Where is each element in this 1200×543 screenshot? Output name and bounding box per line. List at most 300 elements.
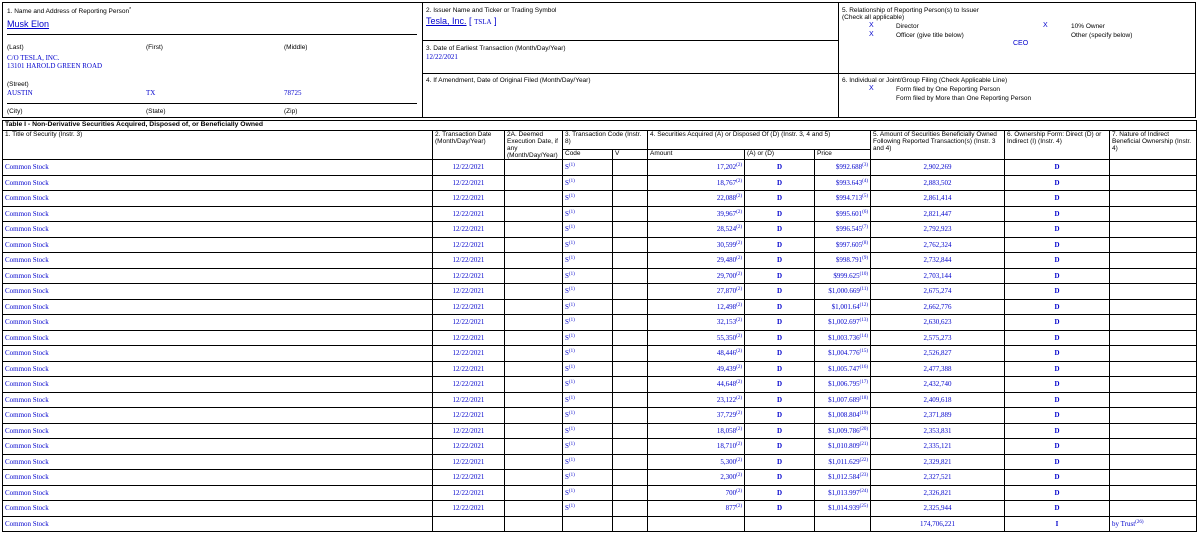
deemed-date xyxy=(505,346,563,362)
acquired-disposed: D xyxy=(745,501,815,517)
footnote-ref[interactable]: (2) xyxy=(736,271,742,277)
transaction-code: $S^{(1)}$ xyxy=(563,408,613,424)
amount: 2,300$^{(2)}$ xyxy=(648,470,745,486)
footnote-ref[interactable]: (4) xyxy=(862,178,868,184)
v-flag xyxy=(613,284,648,300)
transaction-date: 12/22/2021 xyxy=(433,361,505,377)
v-flag xyxy=(613,160,648,176)
col-securities-header: 4. Securities Acquired (A) or Disposed Of (D) (Instr. 3, 4 and 5) xyxy=(648,131,871,150)
transaction-code xyxy=(563,516,613,532)
v-flag xyxy=(613,206,648,222)
amount: 28,524$^{(2)}$ xyxy=(648,222,745,238)
footnote-ref[interactable]: (15) xyxy=(859,349,868,355)
footnote-ref[interactable]: (1) xyxy=(568,457,575,463)
v-flag xyxy=(613,222,648,238)
transaction-date: 12/22/2021 xyxy=(433,315,505,331)
amount-owned: 2,575,273 xyxy=(871,330,1005,346)
transaction-code: $S^{(1)}$ xyxy=(563,222,613,238)
footnote-ref[interactable]: (1) xyxy=(568,256,575,262)
acquired-disposed: D xyxy=(745,299,815,315)
price: $1,007.689$^{(18)}$ xyxy=(815,392,871,408)
amount-owned: 2,477,388 xyxy=(871,361,1005,377)
security-title: Common Stock xyxy=(3,470,433,486)
footnote-ref[interactable]: (1) xyxy=(568,473,575,479)
acquired-disposed: D xyxy=(745,315,815,331)
table-row xyxy=(3,160,1197,176)
amount: 29,480$^{(2)}$ xyxy=(648,253,745,269)
one-person-label: Form filed by One Reporting Person xyxy=(896,86,1001,93)
table-row xyxy=(3,439,1197,455)
ownership-form: D xyxy=(1005,191,1110,207)
security-title: Common Stock xyxy=(3,191,433,207)
amount-owned: 2,732,844 xyxy=(871,253,1005,269)
ten-pct-check[interactable]: X xyxy=(1043,22,1048,29)
transaction-date: 12/22/2021 xyxy=(433,485,505,501)
transaction-code: $S^{(1)}$ xyxy=(563,237,613,253)
footnote-ref[interactable]: (17) xyxy=(859,380,868,386)
v-flag xyxy=(613,299,648,315)
issuer-line: Tesla, Inc. [ TSLA ] xyxy=(426,16,497,26)
price: $1,013.997$^{(24)}$ xyxy=(815,485,871,501)
footnote-ref[interactable]: (1) xyxy=(568,287,575,293)
col-code-header: 3. Transaction Code (Instr. 8) xyxy=(563,131,648,150)
footnote-ref[interactable]: (1) xyxy=(568,504,575,510)
price: $1,003.736$^{(14)}$ xyxy=(815,330,871,346)
footnote-ref[interactable]: (2) xyxy=(736,364,742,370)
acquired-disposed: D xyxy=(745,284,815,300)
nature-of-ownership xyxy=(1110,470,1197,486)
footnote-ref[interactable]: (25) xyxy=(859,504,868,510)
v-flag xyxy=(613,175,648,191)
deemed-date xyxy=(505,206,563,222)
table-row xyxy=(3,330,1197,346)
ownership-form: D xyxy=(1005,222,1110,238)
street-label: (Street) xyxy=(7,81,29,88)
multi-person-label: Form filed by More than One Reporting Person xyxy=(896,95,1032,102)
table-row xyxy=(3,454,1197,470)
amount-owned: 2,675,274 xyxy=(871,284,1005,300)
ownership-form: D xyxy=(1005,346,1110,362)
v-flag xyxy=(613,485,648,501)
price: $992.688$^{(3)}$ xyxy=(815,160,871,176)
v-flag xyxy=(613,516,648,532)
last-label: (Last) xyxy=(7,44,24,51)
footnote-ref[interactable]: (2) xyxy=(736,488,742,494)
footnote-ref[interactable]: (2) xyxy=(736,318,742,324)
amount-owned: 2,325,944 xyxy=(871,501,1005,517)
security-title: Common Stock xyxy=(3,439,433,455)
middle-label: (Middle) xyxy=(284,44,308,51)
nature-of-ownership xyxy=(1110,175,1197,191)
nature-of-ownership xyxy=(1110,315,1197,331)
ticker-symbol: TSLA xyxy=(474,18,492,26)
table-row xyxy=(3,299,1197,315)
amount: 44,648$^{(2)}$ xyxy=(648,377,745,393)
amount-owned: 2,353,831 xyxy=(871,423,1005,439)
ownership-form: D xyxy=(1005,315,1110,331)
deemed-date xyxy=(505,315,563,331)
security-title: Common Stock xyxy=(3,206,433,222)
footnote-ref[interactable]: (2) xyxy=(736,287,742,293)
amount: 18,710$^{(2)}$ xyxy=(648,439,745,455)
price: $1,002.697$^{(13)}$ xyxy=(815,315,871,331)
footnote-ref[interactable]: (26) xyxy=(1135,519,1144,525)
table-row xyxy=(3,485,1197,501)
transaction-code: $S^{(1)}$ xyxy=(563,315,613,331)
v-flag xyxy=(613,377,648,393)
footnote-ref[interactable]: (2) xyxy=(736,333,742,339)
ownership-form: D xyxy=(1005,485,1110,501)
footnote-ref[interactable]: (2) xyxy=(736,194,742,200)
price: $995.601$^{(6)}$ xyxy=(815,206,871,222)
reporting-person-link[interactable]: Musk Elon xyxy=(7,19,50,29)
security-title: Common Stock xyxy=(3,454,433,470)
deemed-date xyxy=(505,268,563,284)
acquired-disposed: D xyxy=(745,361,815,377)
transaction-date xyxy=(433,516,505,532)
earliest-date: 12/22/2021 xyxy=(426,53,458,61)
footnote-ref[interactable]: (24) xyxy=(859,488,868,494)
footnote-ref[interactable]: (1) xyxy=(568,178,575,184)
transaction-date: 12/22/2021 xyxy=(433,160,505,176)
table-row xyxy=(3,284,1197,300)
footnote-ref[interactable]: (1) xyxy=(568,395,575,401)
v-flag xyxy=(613,268,648,284)
ownership-form: D xyxy=(1005,361,1110,377)
nature-of-ownership xyxy=(1110,206,1197,222)
footnote-ref[interactable]: (9) xyxy=(862,256,868,262)
table-row xyxy=(3,501,1197,517)
ownership-form: D xyxy=(1005,160,1110,176)
footnote-ref[interactable]: (2) xyxy=(736,209,742,215)
ownership-form: D xyxy=(1005,175,1110,191)
state-label: (State) xyxy=(146,108,166,115)
transaction-date: 12/22/2021 xyxy=(433,439,505,455)
ad-subheader: (A) or (D) xyxy=(745,149,815,159)
col-title-header: 1. Title of Security (Instr. 3) xyxy=(3,131,433,160)
price: $1,005.747$^{(16)}$ xyxy=(815,361,871,377)
transaction-code: $S^{(1)}$ xyxy=(563,392,613,408)
security-title: Common Stock xyxy=(3,222,433,238)
security-title: Common Stock xyxy=(3,346,433,362)
footnote-ref[interactable]: (22) xyxy=(859,457,868,463)
amount-owned: 2,371,889 xyxy=(871,408,1005,424)
zip-label: (Zip) xyxy=(284,108,298,115)
acquired-disposed: D xyxy=(745,268,815,284)
transaction-code: $S^{(1)}$ xyxy=(563,454,613,470)
deemed-date xyxy=(505,454,563,470)
price: $997.605$^{(8)}$ xyxy=(815,237,871,253)
box5-sublabel: (Check all applicable) xyxy=(842,14,905,21)
footnote-ref[interactable]: (1) xyxy=(568,349,575,355)
ownership-form: D xyxy=(1005,268,1110,284)
col-owned-header: 5. Amount of Securities Beneficially Owned Following Reported Transaction(s) (Instr. 3 and 4) xyxy=(871,131,1005,160)
amount-owned: 2,883,502 xyxy=(871,175,1005,191)
transaction-code: $S^{(1)}$ xyxy=(563,175,613,191)
amount-owned: 2,762,324 xyxy=(871,237,1005,253)
amount-owned: 174,706,221 xyxy=(871,516,1005,532)
footnote-ref[interactable]: (21) xyxy=(859,442,868,448)
ten-pct-label: 10% Owner xyxy=(1071,23,1105,30)
footnote-ref[interactable]: (1) xyxy=(568,209,575,215)
footnote-ref[interactable]: (2) xyxy=(736,225,742,231)
ownership-form: D xyxy=(1005,377,1110,393)
transaction-code: $S^{(1)}$ xyxy=(563,284,613,300)
nature-of-ownership xyxy=(1110,501,1197,517)
footnote-ref[interactable]: (2) xyxy=(736,240,742,246)
deemed-date xyxy=(505,377,563,393)
deemed-date xyxy=(505,516,563,532)
ownership-form: D xyxy=(1005,284,1110,300)
acquired-disposed xyxy=(745,516,815,532)
footnote-ref[interactable]: (1) xyxy=(568,442,575,448)
footnote-ref[interactable]: (1) xyxy=(568,488,575,494)
ownership-form: D xyxy=(1005,392,1110,408)
footnote-ref[interactable]: (19) xyxy=(859,411,868,417)
footnote-ref[interactable]: (7) xyxy=(862,225,868,231)
deemed-date xyxy=(505,284,563,300)
ownership-form: D xyxy=(1005,253,1110,269)
acquired-disposed: D xyxy=(745,408,815,424)
acquired-disposed: D xyxy=(745,485,815,501)
box6-label: 6. Individual or Joint/Group Filing (Check Applicable Line) xyxy=(842,77,1008,84)
amount: 18,058$^{(2)}$ xyxy=(648,423,745,439)
amount-owned: 2,902,269 xyxy=(871,160,1005,176)
footnote-ref[interactable]: (2) xyxy=(736,349,742,355)
transaction-date: 12/22/2021 xyxy=(433,454,505,470)
acquired-disposed: D xyxy=(745,222,815,238)
v-flag xyxy=(613,237,648,253)
transaction-code: $S^{(1)}$ xyxy=(563,299,613,315)
acquired-disposed: D xyxy=(745,392,815,408)
issuer-name-link[interactable]: Tesla, Inc. xyxy=(426,16,467,26)
price: $1,012.584$^{(23)}$ xyxy=(815,470,871,486)
amount: 5,300$^{(2)}$ xyxy=(648,454,745,470)
footnote-ref[interactable]: (13) xyxy=(859,318,868,324)
amount: 37,729$^{(2)}$ xyxy=(648,408,745,424)
table-row xyxy=(3,237,1197,253)
table-row xyxy=(3,175,1197,191)
deemed-date xyxy=(505,361,563,377)
footnote-ref[interactable]: (2) xyxy=(736,411,742,417)
footnote-ref[interactable]: (1) xyxy=(568,271,575,277)
footnote-ref[interactable]: (1) xyxy=(568,163,575,169)
ownership-form: D xyxy=(1005,501,1110,517)
footnote-ref[interactable]: (12) xyxy=(859,302,868,308)
amount: 17,202$^{(2)}$ xyxy=(648,160,745,176)
footnote-ref[interactable]: (1) xyxy=(568,426,575,432)
transaction-code: $S^{(1)}$ xyxy=(563,470,613,486)
amount-owned: 2,329,821 xyxy=(871,454,1005,470)
acquired-disposed: D xyxy=(745,470,815,486)
nature-of-ownership xyxy=(1110,268,1197,284)
officer-check[interactable]: X xyxy=(869,31,874,38)
amount-owned: 2,327,521 xyxy=(871,470,1005,486)
footnote-ref[interactable]: (1) xyxy=(568,333,575,339)
nature-of-ownership xyxy=(1110,191,1197,207)
transaction-code: $S^{(1)}$ xyxy=(563,439,613,455)
transaction-code: $S^{(1)}$ xyxy=(563,423,613,439)
amount: 32,153$^{(2)}$ xyxy=(648,315,745,331)
transaction-code: $S^{(1)}$ xyxy=(563,268,613,284)
address-line1: C/O TESLA, INC. xyxy=(7,54,60,62)
security-title: Common Stock xyxy=(3,175,433,191)
security-title: Common Stock xyxy=(3,284,433,300)
table-row xyxy=(3,206,1197,222)
table-row xyxy=(3,470,1197,486)
deemed-date xyxy=(505,191,563,207)
amount: 22,088$^{(2)}$ xyxy=(648,191,745,207)
v-subheader: V xyxy=(613,149,648,159)
nature-of-ownership xyxy=(1110,377,1197,393)
amount-owned: 2,326,821 xyxy=(871,485,1005,501)
footnote-ref[interactable]: (2) xyxy=(736,380,742,386)
amount-owned: 2,409,618 xyxy=(871,392,1005,408)
footnote-ref[interactable]: (5) xyxy=(862,194,868,200)
footnote-ref[interactable]: (20) xyxy=(859,426,868,432)
security-title: Common Stock xyxy=(3,330,433,346)
nature-of-ownership xyxy=(1110,284,1197,300)
footnote-ref[interactable]: (3) xyxy=(862,163,868,169)
acquired-disposed: D xyxy=(745,377,815,393)
footnote-ref[interactable]: (2) xyxy=(736,256,742,262)
v-flag xyxy=(613,191,648,207)
deemed-date xyxy=(505,222,563,238)
state-value: TX xyxy=(146,89,156,97)
transaction-date: 12/22/2021 xyxy=(433,237,505,253)
transaction-code: $S^{(1)}$ xyxy=(563,501,613,517)
code-subheader: Code xyxy=(563,149,613,159)
security-title: Common Stock xyxy=(3,268,433,284)
price: $996.545$^{(7)}$ xyxy=(815,222,871,238)
table-title: Table I - Non-Derivative Securities Acquired, Disposed of, or Beneficially Owned xyxy=(3,121,1197,131)
amount-owned: 2,662,776 xyxy=(871,299,1005,315)
footnote-ref[interactable]: (14) xyxy=(859,333,868,339)
acquired-disposed: D xyxy=(745,423,815,439)
footnote-ref[interactable]: (2) xyxy=(736,457,742,463)
security-title: Common Stock xyxy=(3,485,433,501)
table-row xyxy=(3,361,1197,377)
amount: 55,350$^{(2)}$ xyxy=(648,330,745,346)
footnote-ref[interactable]: (23) xyxy=(859,473,868,479)
footnote-ref[interactable]: (2) xyxy=(736,163,742,169)
footnote-ref[interactable]: (1) xyxy=(568,240,575,246)
transaction-code: $S^{(1)}$ xyxy=(563,253,613,269)
security-title: Common Stock xyxy=(3,516,433,532)
nature-of-ownership xyxy=(1110,439,1197,455)
footnote-ref[interactable]: (11) xyxy=(859,287,868,293)
footnote-ref[interactable]: (18) xyxy=(859,395,868,401)
footnote-ref[interactable]: (2) xyxy=(736,302,742,308)
footnote-ref[interactable]: (1) xyxy=(568,318,575,324)
v-flag xyxy=(613,330,648,346)
transaction-date: 12/22/2021 xyxy=(433,408,505,424)
transaction-code: $S^{(1)}$ xyxy=(563,377,613,393)
footnote-ref[interactable]: (2) xyxy=(736,504,742,510)
nature-of-ownership xyxy=(1110,222,1197,238)
ownership-form: D xyxy=(1005,408,1110,424)
amount: 700$^{(2)}$ xyxy=(648,485,745,501)
footnote-ref[interactable]: (2) xyxy=(736,395,742,401)
footnote-ref[interactable]: (1) xyxy=(568,380,575,386)
footnote-ref[interactable]: (10) xyxy=(859,271,868,277)
deemed-date xyxy=(505,485,563,501)
security-title: Common Stock xyxy=(3,361,433,377)
box4-label: 4. If Amendment, Date of Original Filed (Month/Day/Year) xyxy=(426,77,591,84)
deemed-date xyxy=(505,392,563,408)
amount: 18,767$^{(2)}$ xyxy=(648,175,745,191)
table-row xyxy=(3,268,1197,284)
one-person-check[interactable]: X xyxy=(869,85,874,92)
zip-value: 78725 xyxy=(284,89,302,97)
nature-of-ownership xyxy=(1110,346,1197,362)
price: $1,010.809$^{(21)}$ xyxy=(815,439,871,455)
transaction-date: 12/22/2021 xyxy=(433,191,505,207)
transaction-date: 12/22/2021 xyxy=(433,470,505,486)
table-row xyxy=(3,408,1197,424)
table-row xyxy=(3,222,1197,238)
city-value: AUSTIN xyxy=(7,89,33,97)
transaction-code: $S^{(1)}$ xyxy=(563,346,613,362)
amount xyxy=(648,516,745,532)
price: $1,004.776$^{(15)}$ xyxy=(815,346,871,362)
footnote-ref[interactable]: (1) xyxy=(568,364,575,370)
transaction-date: 12/22/2021 xyxy=(433,268,505,284)
deemed-date xyxy=(505,423,563,439)
acquired-disposed: D xyxy=(745,206,815,222)
footnote-ref[interactable]: (16) xyxy=(859,364,868,370)
footnote-ref[interactable]: (1) xyxy=(568,302,575,308)
price: $999.625$^{(10)}$ xyxy=(815,268,871,284)
nature-of-ownership xyxy=(1110,237,1197,253)
price: $1,014.939$^{(25)}$ xyxy=(815,501,871,517)
footnote-ref[interactable]: (1) xyxy=(568,225,575,231)
transaction-code: $S^{(1)}$ xyxy=(563,330,613,346)
footnote-ref[interactable]: (1) xyxy=(568,194,575,200)
director-check[interactable]: X xyxy=(869,22,874,29)
price: $1,008.804$^{(19)}$ xyxy=(815,408,871,424)
deemed-date xyxy=(505,439,563,455)
v-flag xyxy=(613,501,648,517)
amount-owned: 2,792,923 xyxy=(871,222,1005,238)
deemed-date xyxy=(505,299,563,315)
footnote-ref[interactable]: (8) xyxy=(862,240,868,246)
deemed-date xyxy=(505,330,563,346)
transaction-date: 12/22/2021 xyxy=(433,253,505,269)
footnote-ref[interactable]: (6) xyxy=(862,209,868,215)
footnote-ref[interactable]: (2) xyxy=(736,473,742,479)
amount-owned: 2,526,827 xyxy=(871,346,1005,362)
security-title: Common Stock xyxy=(3,299,433,315)
transaction-date: 12/22/2021 xyxy=(433,299,505,315)
price: $1,011.629$^{(22)}$ xyxy=(815,454,871,470)
footnote-ref[interactable]: (2) xyxy=(736,178,742,184)
address-line2: 13101 HAROLD GREEN ROAD xyxy=(7,62,103,70)
footnote-ref[interactable]: (2) xyxy=(736,426,742,432)
amount-owned: 2,432,740 xyxy=(871,377,1005,393)
footnote-ref[interactable]: (1) xyxy=(568,411,575,417)
deemed-date xyxy=(505,237,563,253)
table-row xyxy=(3,377,1197,393)
v-flag xyxy=(613,439,648,455)
amount: 29,700$^{(2)}$ xyxy=(648,268,745,284)
price: $998.791$^{(9)}$ xyxy=(815,253,871,269)
ownership-form: D xyxy=(1005,330,1110,346)
ownership-form: D xyxy=(1005,206,1110,222)
security-title: Common Stock xyxy=(3,377,433,393)
footnote-ref[interactable]: (2) xyxy=(736,442,742,448)
security-title: Common Stock xyxy=(3,392,433,408)
